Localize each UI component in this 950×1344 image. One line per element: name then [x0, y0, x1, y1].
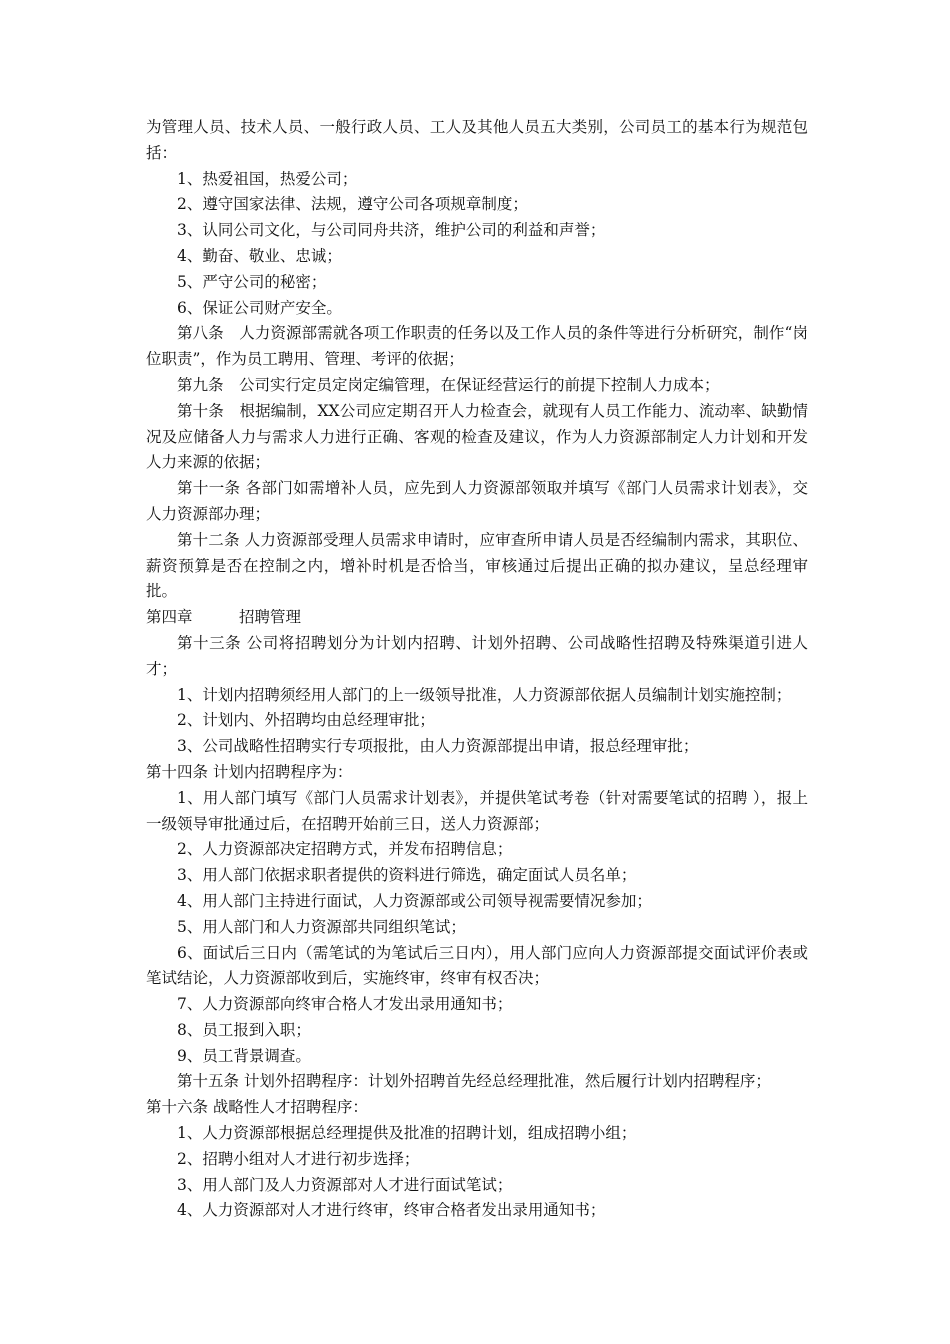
paragraph: 4、用人部门主持进行面试，人力资源部或公司领导视需要情况参加； — [177, 891, 652, 910]
paragraph: 3、用人部门及人力资源部对人才进行面试笔试； — [177, 1175, 513, 1194]
paragraph: 第四章 招聘管理 — [146, 608, 302, 627]
paragraph: 1、人力资源部根据总经理提供及批准的招聘计划，组成招聘小组； — [177, 1124, 637, 1143]
paragraph: 第九条 公司实行定员定岗定编管理，在保证经营运行的前提下控制人力成本； — [177, 375, 720, 394]
paragraph: 第十条 根据编制，XX公司应定期召开人力检查会，就现有人员工作能力、流动率、缺勤情况及应储备人力与需求人力进行正确、客观的检查及建议，作为人力资源部制定人力计划和开发人力来源的依据； — [146, 401, 808, 472]
document-body — [146, 115, 808, 1224]
paragraph: 6、保证公司财产安全。 — [177, 298, 342, 317]
paragraph: 第十二条 人力资源部受理人员需求申请时，应审查所申请人员是否经编制内需求，其职位、薪资预算是否在控制之内，增补时机是否恰当，审核通过后提出正确的拟办建议，呈总经理审批。 — [146, 530, 808, 601]
paragraph: 1、计划内招聘须经用人部门的上一级领导批准，人力资源部依据人员编制计划实施控制； — [177, 685, 792, 704]
paragraph: 第十五条 计划外招聘程序：计划外招聘首先经总经理批准，然后履行计划内招聘程序； — [177, 1072, 771, 1091]
paragraph: 2、招聘小组对人才进行初步选择； — [177, 1149, 420, 1168]
paragraph: 9、员工背景调查。 — [177, 1046, 311, 1065]
paragraph: 7、人力资源部向终审合格人才发出录用通知书； — [177, 995, 513, 1014]
paragraph: 5、用人部门和人力资源部共同组织笔试； — [177, 917, 466, 936]
paragraph: 8、员工报到入职； — [177, 1020, 311, 1039]
paragraph: 3、用人部门依据求职者提供的资料进行筛选，确定面试人员名单； — [177, 866, 637, 885]
paragraph: 1、用人部门填写《部门人员需求计划表》，并提供笔试考卷（针对需要笔试的招聘 ），报上一级领导审批通过后，在招聘开始前三日，送人力资源部； — [146, 788, 808, 833]
paragraph: 5、严守公司的秘密； — [177, 272, 327, 291]
paragraph: 4、勤奋、敬业、忠诚； — [177, 246, 342, 265]
paragraph: 第十一条 各部门如需增补人员，应先到人力资源部领取并填写《部门人员需求计划表》，交人力资源部办理； — [146, 479, 808, 523]
paragraph: 1、热爱祖国，热爱公司； — [177, 169, 358, 188]
paragraph: 第八条 人力资源部需就各项工作职责的任务以及工作人员的条件等进行分析研究，制作“岗位职责”，作为员工聘用、管理、考评的依据； — [146, 324, 808, 369]
paragraph: 3、认同公司文化，与公司同舟共济，维护公司的利益和声誉； — [177, 221, 606, 240]
paragraph: 2、遵守国家法律、法规，遵守公司各项规章制度； — [177, 195, 528, 214]
paragraph: 为管理人员、技术人员、一般行政人员、工人及其他人员五大类别，公司员工的基本行为规范包括： — [146, 118, 808, 162]
paragraph: 3、公司战略性招聘实行专项报批，由人力资源部提出申请，报总经理审批； — [177, 737, 699, 756]
paragraph: 2、计划内、外招聘均由总经理审批； — [177, 711, 435, 730]
paragraph: 第十三条 公司将招聘划分为计划内招聘、计划外招聘、公司战略性招聘及特殊渠道引进人才； — [146, 633, 808, 678]
paragraph: 第十四条 计划内招聘程序为： — [146, 762, 353, 781]
paragraph: 2、人力资源部决定招聘方式，并发布招聘信息； — [177, 840, 513, 859]
paragraph: 4、人力资源部对人才进行终审，终审合格者发出录用通知书； — [177, 1201, 606, 1220]
paragraph: 第十六条 战略性人才招聘程序： — [146, 1098, 368, 1117]
paragraph: 6、面试后三日内（需笔试的为笔试后三日内），用人部门应向人力资源部提交面试评价表或笔试结论，人力资源部收到后，实施终审，终审有权否决； — [146, 943, 808, 988]
